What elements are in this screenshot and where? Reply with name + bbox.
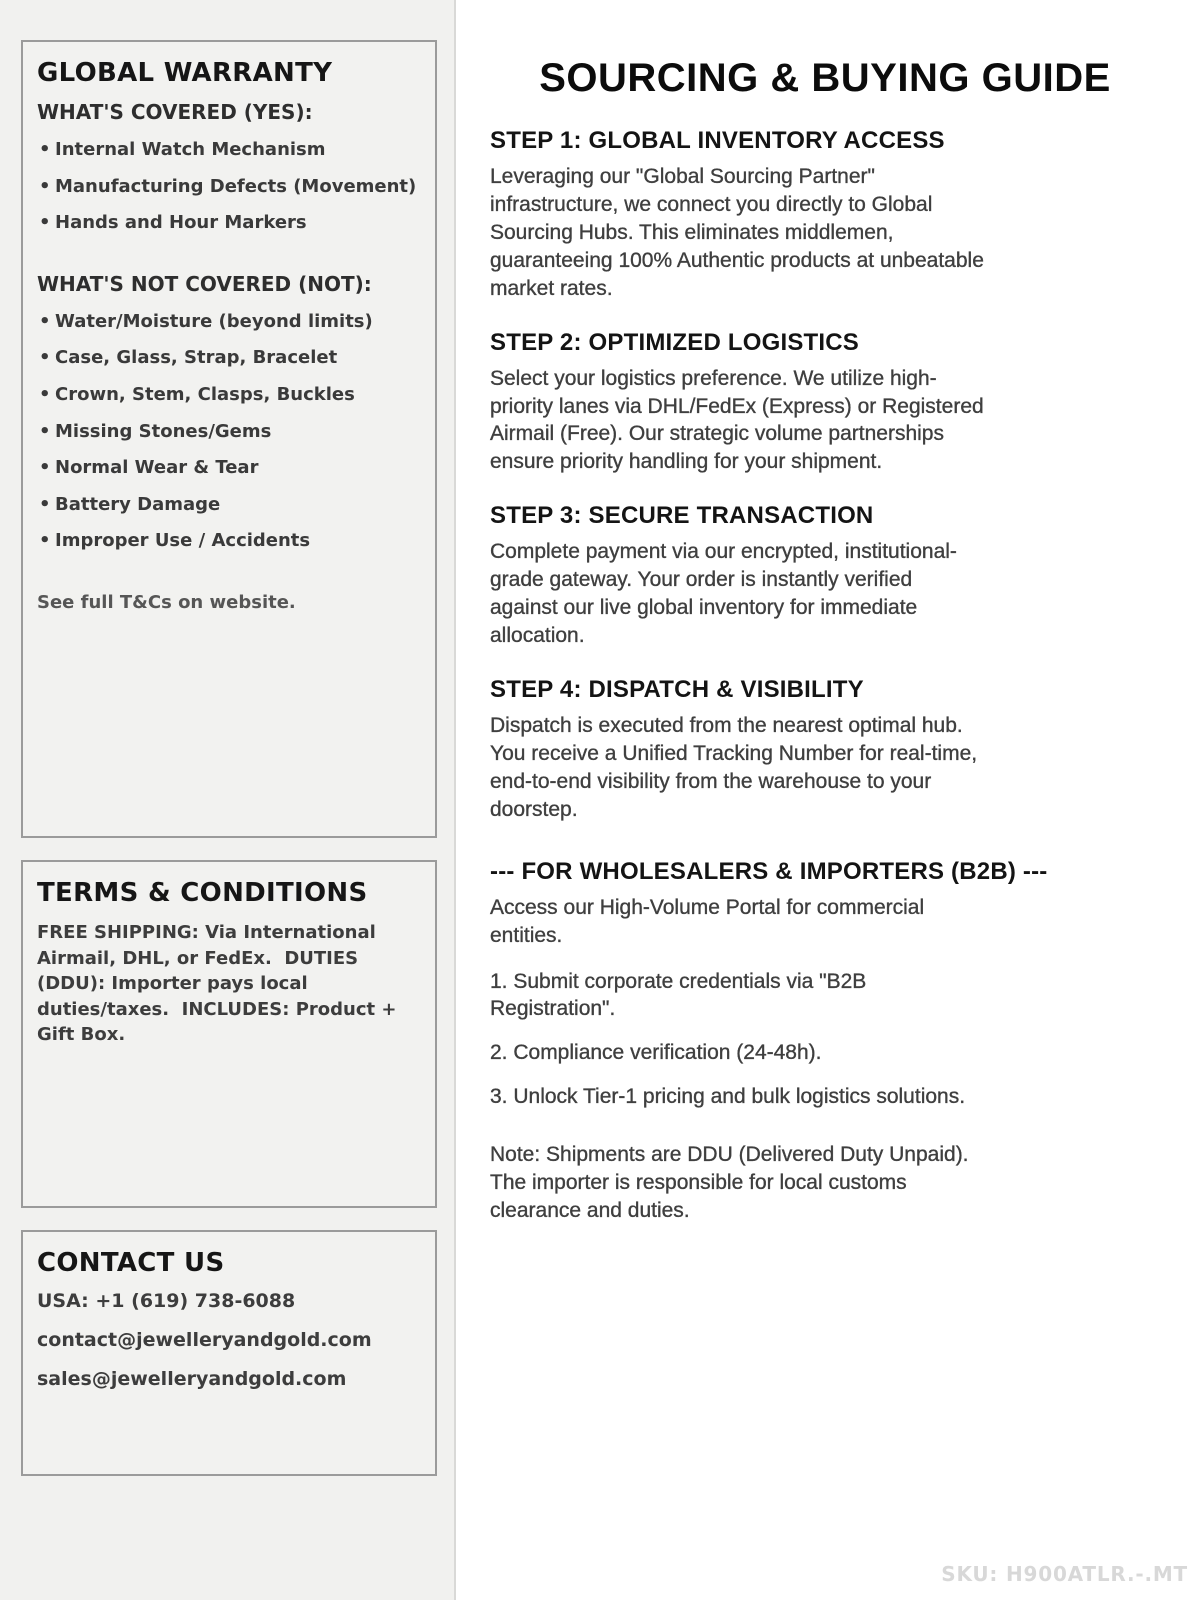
step-4-heading: STEP 4: DISPATCH & VISIBILITY [490,675,864,703]
contact-title: CONTACT US [37,1248,225,1278]
not-covered-list [37,311,421,552]
step-1-body: Leveraging our "Global Sourcing Partner" infrastructure, we connect you directly to Global Sourcing Hubs. This eliminates middlemen, guaranteeing 100% Authentic products at unbeatable market rates. [490,165,984,300]
list-item: • Battery Damage [37,494,421,516]
step-3-body: Complete payment via our encrypted, institutional-grade gateway. Your order is instantly verified against our live global inventory for immediate allocation. [490,540,957,648]
main-content [458,0,1200,1243]
page-title: SOURCING & BUYING GUIDE [539,56,1111,100]
step-4-body: Dispatch is executed from the nearest optimal hub. You receive a Unified Tracking Number for real-time, end-to-end visibility from the warehouse to your doorstep. [490,713,978,821]
terms-body: FREE SHIPPING: Via International Airmail, DHL, or FedEx. DUTIES (DDU): Importer pays local duties/taxes. INCLUDES: Product + Gift Box. [37,922,403,1046]
step-2-section [490,329,1160,477]
step-1-section [490,127,1160,303]
contact-panel [21,1230,437,1476]
b2b-heading: --- FOR WHOLESALERS & IMPORTERS (B2B) --- [490,857,1048,885]
b2b-note: Note: Shipments are DDU (Delivered Duty Unpaid). The importer is responsible for local customs clearance and duties. [490,1143,969,1223]
list-item: • Missing Stones/Gems [37,421,421,443]
list-item: • Case, Glass, Strap, Bracelet [37,347,421,369]
step-2-body: Select your logistics preference. We utilize high-priority lanes via DHL/FedEx (Express) or Registered Airmail (Free). Our strategic volume partnerships ensure priority handling for your shipment. [490,366,984,474]
step-3-heading: STEP 3: SECURE TRANSACTION [490,502,874,530]
list-item: • Hands and Hour Markers [37,212,421,234]
warranty-footnote: See full T&Cs on website. [37,591,296,613]
step-2-heading: STEP 2: OPTIMIZED LOGISTICS [490,328,859,356]
covered-list [37,139,421,234]
list-item: • Water/Moisture (beyond limits) [37,311,421,333]
terms-title: TERMS & CONDITIONS [37,878,368,908]
b2b-item-3: 3. Unlock Tier-1 pricing and bulk logistics solutions. [490,1085,966,1109]
terms-panel [21,860,437,1208]
b2b-item-2: 2. Compliance verification (24-48h). [490,1041,822,1065]
contact-phone: USA: +1 (619) 738-6088 [37,1290,296,1312]
global-warranty-panel [21,40,437,838]
b2b-intro: Access our High-Volume Portal for commercial entities. [490,895,925,947]
sidebar [0,0,456,1600]
step-4-section [490,676,1160,824]
covered-heading: WHAT'S COVERED (YES): [37,100,313,124]
b2b-item-1: 1. Submit corporate credentials via "B2B Registration". [490,969,867,1021]
step-1-heading: STEP 1: GLOBAL INVENTORY ACCESS [490,127,945,154]
sales-email: sales@jewelleryandgold.com [37,1368,347,1390]
list-item: • Internal Watch Mechanism [37,139,421,161]
list-item: • Improper Use / Accidents [37,530,421,552]
not-covered-heading: WHAT'S NOT COVERED (NOT): [37,271,372,296]
list-item: • Crown, Stem, Clasps, Buckles [37,384,421,406]
step-3-section [490,502,1160,650]
warranty-title: GLOBAL WARRANTY [37,58,333,88]
list-item: • Manufacturing Defects (Movement) [37,176,421,198]
sku-label: SKU: H900ATLR.-.MT [941,1562,1188,1586]
b2b-section [490,858,1160,1225]
list-item: • Normal Wear & Tear [37,457,421,479]
contact-email: contact@jewelleryandgold.com [37,1329,372,1351]
